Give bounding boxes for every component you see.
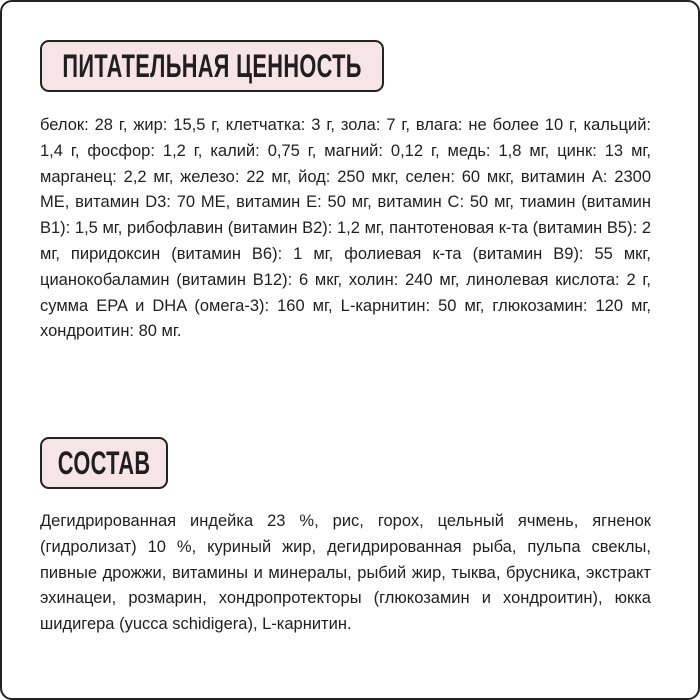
nutrition-text: белок: 28 г, жир: 15,5 г, клетчатка: 3 г, зола: 7 г, влага: не более 10 г, кальций: 1,4 г, фосфор: 1,2 г, калий: 0,75 г, магний: 0,12 г, медь: 1,8 мг, цинк: 13 мг, марганец: 2,2 мг, железо: 22 мг, йод: 250 мкг, селен: 60 мкг, витамин A: 2300 МЕ, витамин D3: 70 МЕ, витамин E: 50 мг, витамин C: 50 мг, тиамин (витамин B1): 1,5 мг, рибофлавин (витамин B2): 1,2 мг, пантотеновая к-та (витамин B5): 2 мг, пиридоксин (витамин B6): 1 мг, фолиевая к-та (витамин B9): 55 мкг, цианокобаламин (витамин B12): 6 мкг, холин: 240 мг, линолевая кислота: 2 г, сумма EPA и DHA (омега-3): 160 мг, L-карнитин: 50 мг, глюкозамин: 120 мг, хондроитин: 80 мг.	[40, 116, 651, 341]
composition-heading: СОСТАВ	[57, 444, 151, 481]
nutrition-heading-box	[40, 40, 384, 92]
composition-text: Дегидрированная индейка 23 %, рис, горох, цельный ячмень, ягненок (гидролизат) 10 %, куриный жир, дегидрированная рыба, пульпа свеклы, пивные дрожжи, витамины и минералы, рыбий жир, тыква, брусника, экстракт эхинацеи, розмарин, хондропротекторы (глюкозамин и хондроитин), юкка шидигера (yucca schidigera), L-карнитин.	[40, 512, 651, 634]
composition-heading-box	[40, 437, 168, 489]
nutrition-heading: ПИТАТЕЛЬНАЯ ЦЕННОСТЬ	[62, 47, 362, 84]
